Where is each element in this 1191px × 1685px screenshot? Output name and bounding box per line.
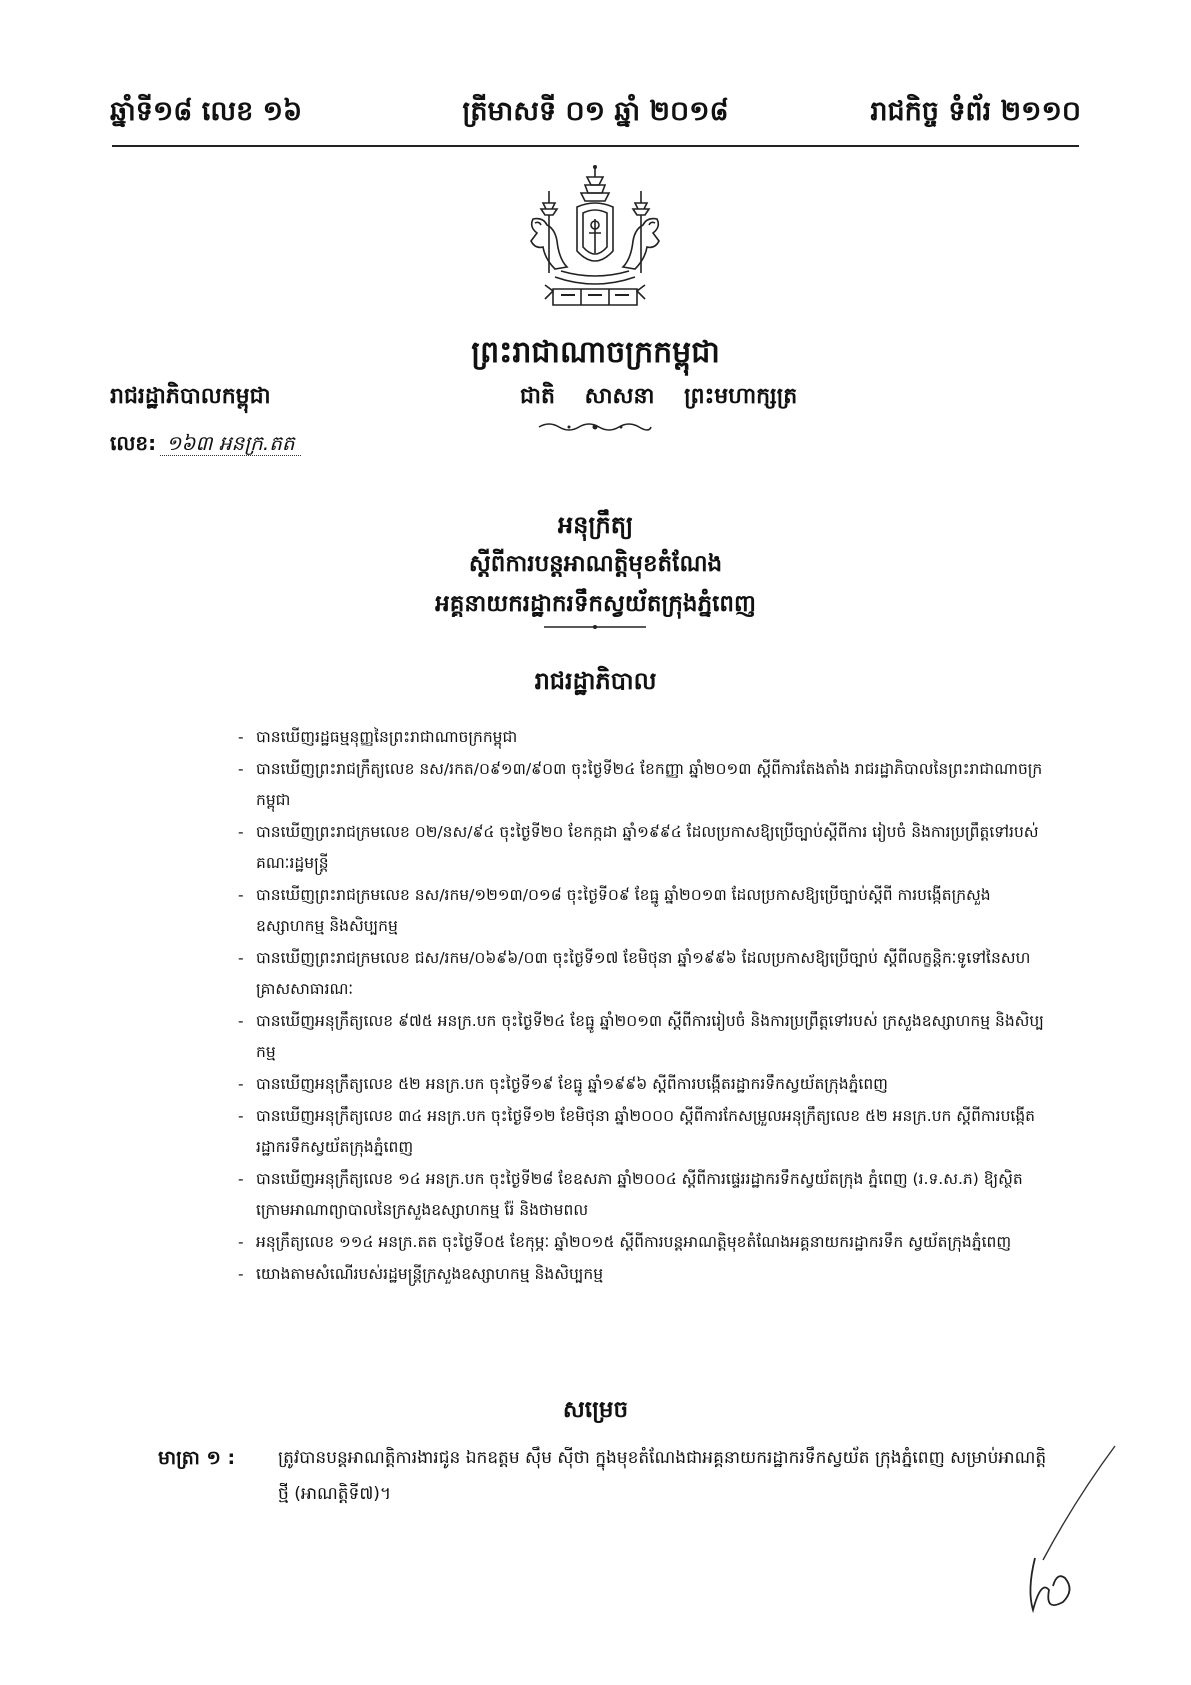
gazette-year-issue: ឆ្នាំទី១៨ លេខ ១៦ [110, 96, 303, 127]
list-item: - បានឃើញព្រះរាជក្រឹត្យលេខ នស/រកត/០៩១៣/៩០៣ ចុះថ្ងៃទី២៤ ខែកញ្ញា ឆ្នាំ២០១៣ ស្តីពីការតែងតាំង រាជរដ្ឋាភិបាលនៃព្រះរាជាណាចក្រកម្ពុជា [238, 754, 1046, 816]
list-item: - អនុក្រឹត្យលេខ ១១៤ អនក្រ.តត ចុះថ្ងៃទី០៥ ខែកុម្ភៈ ឆ្នាំ២០១៥ ស្តីពីការបន្តអាណត្តិមុខតំណែងអគ្គនាយករដ្ឋាករទឹក ស្វយ័តក្រុងភ្នំពេញ [238, 1227, 1046, 1258]
title-divider-icon [540, 622, 650, 632]
motto-king: ព្រះមហាក្សត្រ [684, 384, 798, 409]
article-label: មាត្រា ១ : [158, 1447, 236, 1469]
header-divider [112, 145, 1079, 147]
issuer-heading: រាជរដ្ឋាភិបាល [534, 667, 657, 695]
motto-nation: ជាតិ [520, 384, 555, 409]
considerations-list [238, 722, 1046, 1291]
national-motto [520, 382, 797, 414]
decision-heading: សម្រេច [562, 1397, 629, 1423]
document-reference [110, 430, 301, 460]
gazette-quarter: ត្រីមាសទី ០១ ឆ្នាំ ២០១៨ [462, 96, 729, 127]
motto-religion: សាសនា [584, 384, 655, 409]
reference-number: ១៦៣ អនក្រ.តត [160, 431, 301, 456]
list-item: - បានឃើញអនុក្រឹត្យលេខ ៥២ អនក្រ.បក ចុះថ្ងៃទី១៩ ខែធ្នូ ឆ្នាំ១៩៩៦ ស្តីពីការបង្កើតរដ្ឋាករទឹកស្វយ័តក្រុងភ្នំពេញ [238, 1069, 1046, 1100]
subject-line-1: ស្តីពីការបន្តអាណត្តិមុខតំណែង [468, 551, 723, 577]
article-text: ត្រូវបានបន្តអាណត្តិការងារជូន ឯកឧត្តម ស៊ឹម ស៊ីថា ក្នុងមុខតំណែងជាអគ្គនាយករដ្ឋាករទឹកស្វយ័ត ក្រុងភ្នំពេញ សម្រាប់អាណត្តិថ្មី (អាណត្តិទី៧)។ [278, 1448, 1047, 1504]
article-1 [158, 1440, 1048, 1512]
document-type: អនុក្រឹត្យ [557, 511, 634, 539]
kingdom-name: ព្រះរាជាណាចក្រកម្ពុជា [471, 335, 720, 370]
gazette-page-number: រាជកិច្ច ទំព័រ ២១១០ [870, 96, 1081, 127]
handwritten-initials-icon [1005, 1440, 1125, 1620]
subject-line-2: អគ្គនាយករដ្ឋាករទឹកស្វយ័តក្រុងភ្នំពេញ [435, 591, 756, 617]
motto-ornament-icon [535, 419, 655, 435]
list-item: - យោងតាមសំណើរបស់រដ្ឋមន្ត្រីក្រសួងឧស្សាហកម្ម និងសិប្បកម្ម [238, 1259, 1046, 1290]
royal-coat-of-arms-icon [515, 163, 675, 313]
reference-label: លេខ: [110, 431, 157, 455]
list-item: - បានឃើញអនុក្រឹត្យលេខ ១៤ អនក្រ.បក ចុះថ្ងៃទី២៨ ខែឧសភា ឆ្នាំ២០០៤ ស្តីពីការផ្ទេររដ្ឋាករទឹកស្វយ័តក្រុង ភ្នំពេញ (រ.ទ.ស.ភ) ឱ្យស្ថិតក្រោមអាណាព្យាបាលនៃក្រសួងឧស្សាហកម្ម រ៉ែ និងថាមពល [238, 1164, 1046, 1226]
list-item: - បានឃើញព្រះរាជក្រមលេខ ០២/នស/៩៤ ចុះថ្ងៃទី២០ ខែកក្កដា ឆ្នាំ១៩៩៤ ដែលប្រកាសឱ្យប្រើច្បាប់ស្តីពីការ រៀបចំ និងការប្រព្រឹត្តទៅរបស់គណៈរដ្ឋមន្ត្រី [238, 817, 1046, 879]
list-item: - បានឃើញអនុក្រឹត្យលេខ ៩៧៥ អនក្រ.បក ចុះថ្ងៃទី២៤ ខែធ្នូ ឆ្នាំ២០១៣ ស្តីពីការរៀបចំ និងការប្រព្រឹត្តទៅរបស់ ក្រសួងឧស្សាហកម្ម និងសិប្បកម្ម [238, 1006, 1046, 1068]
government-name: រាជរដ្ឋាភិបាលកម្ពុជា [110, 384, 271, 409]
list-item: - បានឃើញរដ្ឋធម្មនុញ្ញនៃព្រះរាជាណាចក្រកម្ពុជា [238, 722, 1046, 753]
list-item: - បានឃើញព្រះរាជក្រមលេខ ជស/រកម/០៦៩៦/០៣ ចុះថ្ងៃទី១៧ ខែមិថុនា ឆ្នាំ១៩៩៦ ដែលប្រកាសឱ្យប្រើច្បាប់ ស្តីពីលក្ខន្តិកៈទូទៅនៃសហគ្រាសសាធារណៈ [238, 943, 1046, 1005]
list-item: - បានឃើញអនុក្រឹត្យលេខ ៣៤ អនក្រ.បក ចុះថ្ងៃទី១២ ខែមិថុនា ឆ្នាំ២០០០ ស្តីពីការកែសម្រួលអនុក្រឹត្យលេខ ៥២ អនក្រ.បក ស្តីពីការបង្កើតរដ្ឋាករទឹកស្វយ័តក្រុងភ្នំពេញ [238, 1101, 1046, 1163]
list-item: - បានឃើញព្រះរាជក្រមលេខ នស/រកម/១២១៣/០១៨ ចុះថ្ងៃទី០៩ ខែធ្នូ ឆ្នាំ២០១៣ ដែលប្រកាសឱ្យប្រើច្បាប់ស្តីពី ការបង្កើតក្រសួងឧស្សាហកម្ម និងសិប្បកម្ម [238, 880, 1046, 942]
